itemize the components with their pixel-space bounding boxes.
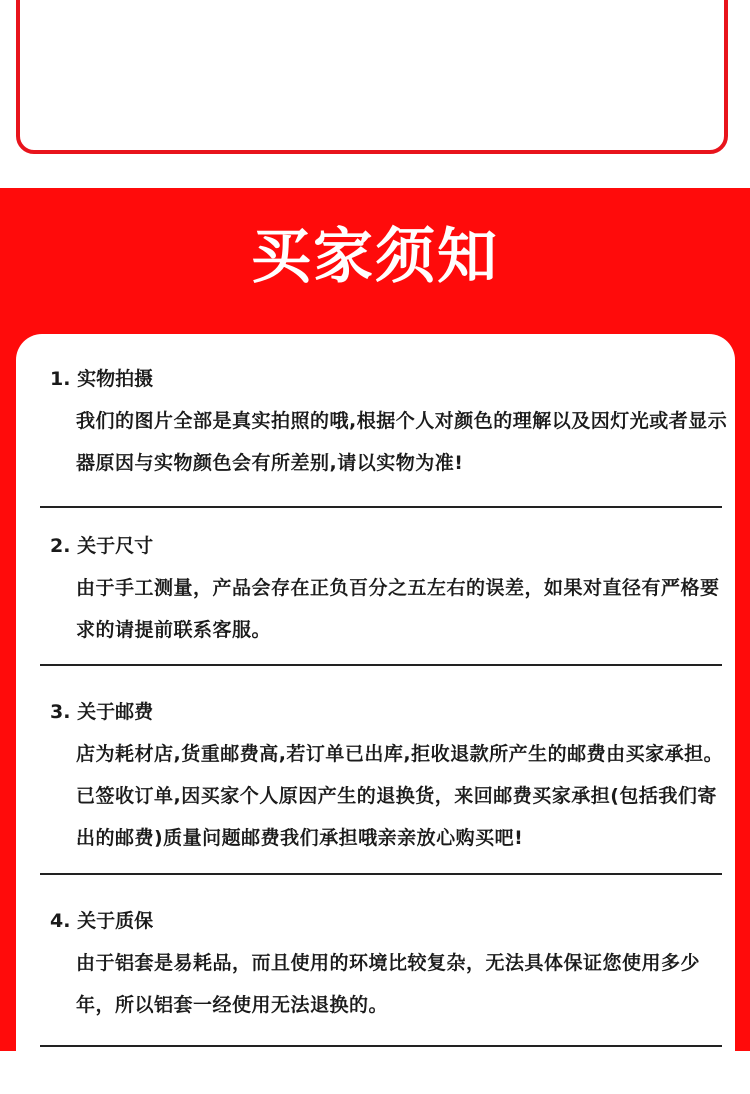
notice-section-3 xyxy=(50,701,730,859)
divider xyxy=(40,873,722,875)
divider xyxy=(40,1045,722,1047)
section-title: 关于质保 xyxy=(77,910,154,932)
section-number: 3. xyxy=(50,701,71,723)
divider xyxy=(40,664,722,666)
section-number: 2. xyxy=(50,535,71,557)
notice-section-4 xyxy=(50,910,730,1026)
notice-section-2 xyxy=(50,535,730,651)
section-number: 1. xyxy=(50,368,71,390)
divider xyxy=(40,506,722,508)
section-body: 店为耗材店,货重邮费高,若订单已出库,拒收退款所产生的邮费由买家承担。已签收订单,因买家个人原因产生的退换货，来回邮费买家承担(包括我们寄出的邮费)质量问题邮费我们承担哦亲亲放心购买吧! xyxy=(76,743,724,849)
section-number: 4. xyxy=(50,910,71,932)
section-title: 关于邮费 xyxy=(77,701,154,723)
section-title: 实物拍摄 xyxy=(77,368,154,390)
section-title: 关于尺寸 xyxy=(77,535,154,557)
page-title: 买家须知 xyxy=(251,222,499,292)
section-body: 由于铝套是易耗品，而且使用的环境比较复杂，无法具体保证您使用多少年，所以铝套一经使用无法退换的。 xyxy=(76,952,701,1016)
section-body: 我们的图片全部是真实拍照的哦,根据个人对颜色的理解以及因灯光或者显示器原因与实物颜色会有所差别,请以实物为准! xyxy=(76,410,728,474)
product-image-fragment xyxy=(90,0,160,4)
product-image-card xyxy=(16,0,728,154)
section-body: 由于手工测量，产品会存在正负百分之五左右的误差，如果对直径有严格要求的请提前联系客服。 xyxy=(76,577,720,641)
notice-section-1 xyxy=(50,368,730,484)
